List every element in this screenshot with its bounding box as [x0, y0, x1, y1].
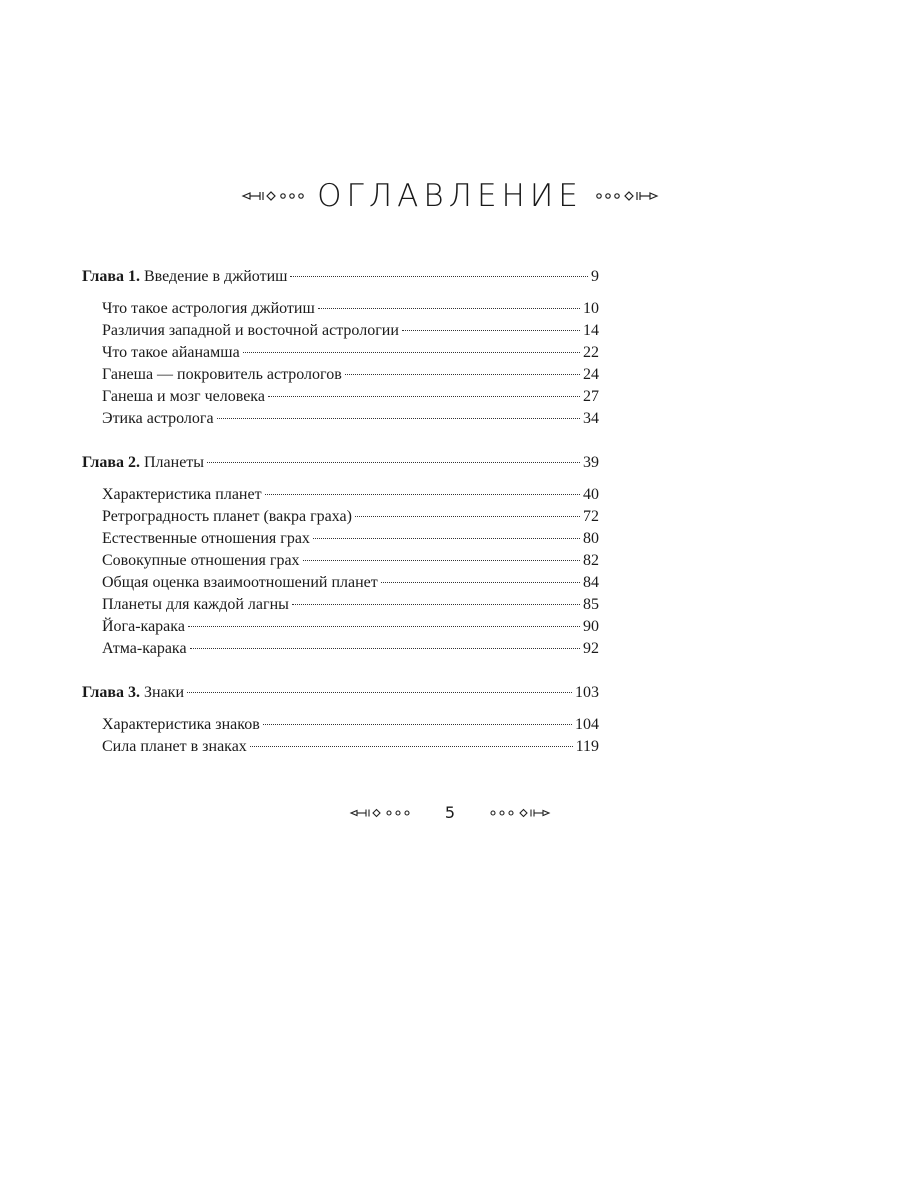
- ornament-right-icon: [593, 189, 659, 203]
- page-ref: 24: [583, 366, 599, 383]
- dot-leader: [265, 494, 580, 495]
- page-ref: 82: [583, 552, 599, 569]
- dot-leader: [303, 560, 580, 561]
- entry-title: Ретроградность планет (вакра граха): [102, 508, 352, 525]
- toc-entry[interactable]: [82, 506, 599, 528]
- dot-leader: [345, 374, 580, 375]
- page-ref: 90: [583, 618, 599, 635]
- toc-entry[interactable]: [82, 342, 599, 364]
- entry-title: Планеты для каждой лагны: [102, 596, 289, 613]
- toc-entry[interactable]: [82, 594, 599, 616]
- entry-title: Йога-карака: [102, 618, 185, 635]
- page-ref: 40: [583, 486, 599, 503]
- dot-leader: [355, 516, 580, 517]
- dot-leader: [187, 692, 572, 693]
- dot-leader: [207, 462, 580, 463]
- dot-leader: [313, 538, 580, 539]
- chapter-3: [82, 682, 599, 758]
- toc-entry[interactable]: [82, 616, 599, 638]
- page-ref: 9: [591, 268, 599, 285]
- chapter-title: Знаки: [144, 684, 185, 701]
- entry-title: Различия западной и восточной астрологии: [102, 322, 399, 339]
- page-ref: 34: [583, 410, 599, 427]
- page-footer: [0, 800, 900, 826]
- toc-entry[interactable]: [82, 320, 599, 342]
- chapter-heading[interactable]: [82, 452, 599, 474]
- page-ref: 14: [583, 322, 599, 339]
- ornament-left-icon: [241, 189, 307, 203]
- entry-title: Сила планет в знаках: [102, 738, 247, 755]
- dot-leader: [188, 626, 580, 627]
- page-ref: 104: [575, 716, 599, 733]
- page-ref: 103: [575, 684, 599, 701]
- dot-leader: [292, 604, 580, 605]
- entry-title: Ганеша и мозг человека: [102, 388, 265, 405]
- entry-title: Общая оценка взаимоотношений планет: [102, 574, 378, 591]
- page-ref: 80: [583, 530, 599, 547]
- title-row: [0, 176, 900, 216]
- entry-title: Характеристика планет: [102, 486, 262, 503]
- chapter-prefix: Глава 3.: [82, 684, 140, 701]
- toc-entry[interactable]: [82, 550, 599, 572]
- page-number: 5: [444, 803, 456, 822]
- chapter-title: Планеты: [144, 454, 205, 471]
- chapter-1: [82, 266, 599, 430]
- toc-entry[interactable]: [82, 408, 599, 430]
- toc-entry[interactable]: [82, 736, 599, 758]
- page-ref: 119: [575, 738, 599, 755]
- page-ref: 10: [583, 300, 599, 317]
- toc-entry[interactable]: [82, 528, 599, 550]
- entry-title: Атма-карака: [102, 640, 187, 657]
- dot-leader: [268, 396, 580, 397]
- page-title: ОГЛАВЛЕНИЕ: [317, 178, 583, 214]
- toc-entry[interactable]: [82, 572, 599, 594]
- chapter-2: [82, 452, 599, 660]
- dot-leader: [250, 746, 573, 747]
- chapter-heading[interactable]: [82, 266, 599, 288]
- dot-leader: [190, 648, 580, 649]
- page-ref: 72: [583, 508, 599, 525]
- dot-leader: [402, 330, 580, 331]
- dot-leader: [243, 352, 580, 353]
- toc-entry[interactable]: [82, 298, 599, 320]
- page-ref: 84: [583, 574, 599, 591]
- page-ref: 39: [583, 454, 599, 471]
- entry-title: Что такое астрология джйотиш: [102, 300, 315, 317]
- entry-title: Что такое айанамша: [102, 344, 240, 361]
- toc-entry[interactable]: [82, 386, 599, 408]
- chapter-title: Введение в джйотиш: [144, 268, 288, 285]
- table-of-contents: [82, 266, 599, 780]
- toc-entry[interactable]: [82, 364, 599, 386]
- ornament-left-icon: [349, 807, 411, 819]
- dot-leader: [217, 418, 580, 419]
- entry-title: Характеристика знаков: [102, 716, 260, 733]
- toc-entry[interactable]: [82, 714, 599, 736]
- chapter-prefix: Глава 1.: [82, 268, 140, 285]
- page-ref: 85: [583, 596, 599, 613]
- toc-entry[interactable]: [82, 638, 599, 660]
- page-ref: 27: [583, 388, 599, 405]
- dot-leader: [318, 308, 580, 309]
- entry-title: Совокупные отношения грах: [102, 552, 300, 569]
- toc-entry[interactable]: [82, 484, 599, 506]
- chapter-prefix: Глава 2.: [82, 454, 140, 471]
- entry-title: Этика астролога: [102, 410, 214, 427]
- dot-leader: [381, 582, 580, 583]
- dot-leader: [290, 276, 588, 277]
- entry-title: Естественные отношения грах: [102, 530, 310, 547]
- page-ref: 22: [583, 344, 599, 361]
- entry-title: Ганеша — покровитель астрологов: [102, 366, 342, 383]
- ornament-right-icon: [489, 807, 551, 819]
- page-ref: 92: [583, 640, 599, 657]
- dot-leader: [263, 724, 572, 725]
- chapter-heading[interactable]: [82, 682, 599, 704]
